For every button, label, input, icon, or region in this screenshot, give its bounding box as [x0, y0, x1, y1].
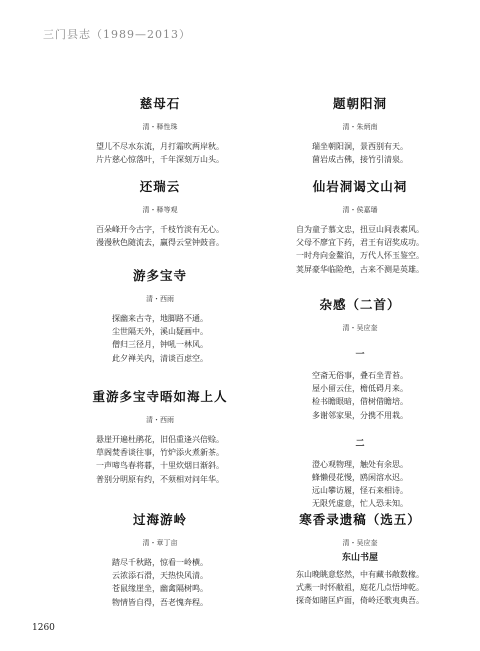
- poem-author: 清・章丁亩: [142, 539, 178, 547]
- poem-line: 屋小留云住，檐低碍月来。: [312, 384, 408, 394]
- poem-guo-hai-you-ling: [60, 512, 260, 609]
- poem-line: 物情皆自得，吾老愧奔程。: [112, 597, 208, 607]
- poem-title: 寒香录遗稿（选五）: [299, 512, 421, 527]
- poem-line: 荚屏豪华临险绝，古来不测是英雄。: [296, 264, 424, 274]
- poem-line: 澄心观物理，触处有余思。: [312, 459, 408, 469]
- poem-title: 杂感（二首）: [319, 297, 401, 312]
- part-marker: 一: [355, 350, 365, 360]
- poem-author: 清・西雨: [146, 295, 174, 303]
- page-header: 三门县志（1989—2013）: [43, 28, 191, 41]
- poem-xian-yan-dong: [260, 179, 460, 276]
- poem-line: 多谢邻家果，分携不用栽。: [312, 410, 408, 420]
- poem-title: 还瑞云: [139, 179, 181, 194]
- poem-body: [260, 369, 460, 422]
- poem-title: 游多宝寺: [132, 268, 187, 283]
- poem-title: 仙岩洞谒文山祠: [312, 179, 408, 194]
- poem-ci-mu-shi: [60, 96, 260, 166]
- poem-author: 清・侯嘉璠: [342, 206, 378, 214]
- poem-line: 蜂懒侵花慢，鸥闲溶水迟。: [312, 473, 408, 483]
- poem-line: 一时舟向金鳌泊，万代人怀玉鉴空。: [296, 251, 424, 261]
- page-number: 1260: [32, 623, 55, 633]
- poem-body: [260, 568, 460, 608]
- poem-huan-rui-yun: [60, 179, 260, 249]
- poem-han-xiang-lu: [260, 512, 460, 608]
- poem-chong-you-duo-bao-si: [60, 389, 260, 486]
- poem-ti-chao-yang-dong: [260, 96, 460, 166]
- poem-line: 望儿不尽水东流，月打霜吹两岸秋。: [96, 142, 224, 151]
- poem-author: 清・朱炳南: [342, 123, 378, 131]
- poem-body: [60, 140, 260, 166]
- poem-line: 自为童子慕文忠，扭豆山间表素风。: [296, 225, 424, 234]
- poem-you-duo-bao-si: [60, 268, 260, 365]
- poem-line: 一声啼鸟春将暮，十里炊烟日渐斜。: [96, 461, 224, 471]
- poem-line: 尘世隔天外，溪山疑画中。: [112, 327, 208, 337]
- poem-line: 探幽来古寺，地脚路不通。: [112, 314, 208, 323]
- poem-line: 无限凭虚意，忙人恐未知。: [312, 499, 408, 509]
- poem-body: [60, 433, 260, 486]
- poem-body: [260, 140, 460, 166]
- poem-line: 菌岩成古佛，接竹引清泉。: [312, 155, 408, 165]
- poem-author: 清・吴应奎: [342, 539, 378, 547]
- poem-line: 片片慈心惊落叶，千年深刻万山头。: [96, 155, 224, 165]
- poem-body: [60, 312, 260, 365]
- poem-subtitle: 东山书屋: [341, 553, 378, 563]
- poem-author: 清・释性珠: [142, 123, 178, 131]
- part-marker: 二: [355, 438, 365, 449]
- poem-line: 僧归三径月，钟吼一林风。: [112, 340, 208, 350]
- poem-line: 远山攀访履，怪石来相诗。: [312, 486, 408, 496]
- poem-line: 此夕禅关内，清谈百虑空。: [112, 353, 208, 363]
- poem-part-one: [260, 349, 460, 422]
- poem-line: 瑞坐朝阳洞，景西别有天。: [312, 142, 408, 151]
- poem-line: 踏尽千秋路，惊看一岭横。: [112, 558, 208, 567]
- poem-author: 清・释等观: [142, 206, 178, 214]
- poem-line: 普别分明原有约，不须相对问年华。: [96, 474, 224, 484]
- poem-title: 题朝阳洞: [332, 96, 387, 111]
- poem-part-two: [260, 438, 460, 511]
- poem-body: [60, 223, 260, 249]
- poem-title: 过海游岭: [132, 512, 187, 527]
- poem-title: 慈母石: [139, 96, 181, 111]
- poem-line: 式燕一时怀敝祖，庭花几点悟坤乾。: [296, 583, 424, 593]
- poem-line: 苍鼠缘崖坐，幽禽隔树鸣。: [112, 584, 208, 594]
- poem-line: 悬崖开遍杜鹃花，旧侣重逢兴倍赊。: [96, 435, 224, 444]
- poem-author: 清・吴应奎: [342, 324, 378, 332]
- poem-body: [60, 556, 260, 609]
- poem-body: [260, 223, 460, 276]
- poem-za-gan: [260, 297, 460, 511]
- poem-line: 检书瞻眼暗，借树借瞻培。: [312, 397, 408, 407]
- poem-line: 百朵峰开今古字，千枝竹淡有无心。: [96, 225, 224, 234]
- poem-line: 东山晚眺意悠然，中有藏书敞数椽。: [296, 570, 424, 579]
- poem-title: 重游多宝寺晤如海上人: [92, 389, 228, 404]
- poem-line: 漫漫秋色随流去，赢得云堂钟鼓音。: [96, 238, 224, 248]
- poem-line: 探奇如睹匡庐面，倚岭还歌夷典吾。: [296, 596, 424, 606]
- poem-line: 空斋无俗事，叠石坐青苔。: [312, 371, 408, 380]
- poem-line: 草阁焚香谈往事，竹炉添火煮新茶。: [96, 448, 224, 458]
- poem-body: [260, 458, 460, 511]
- poem-author: 清・西雨: [146, 416, 174, 424]
- poem-line: 父母不廖宜下药，君王有诏奖成功。: [296, 238, 424, 248]
- poem-line: 云浓添石滑，天热快风清。: [112, 571, 208, 581]
